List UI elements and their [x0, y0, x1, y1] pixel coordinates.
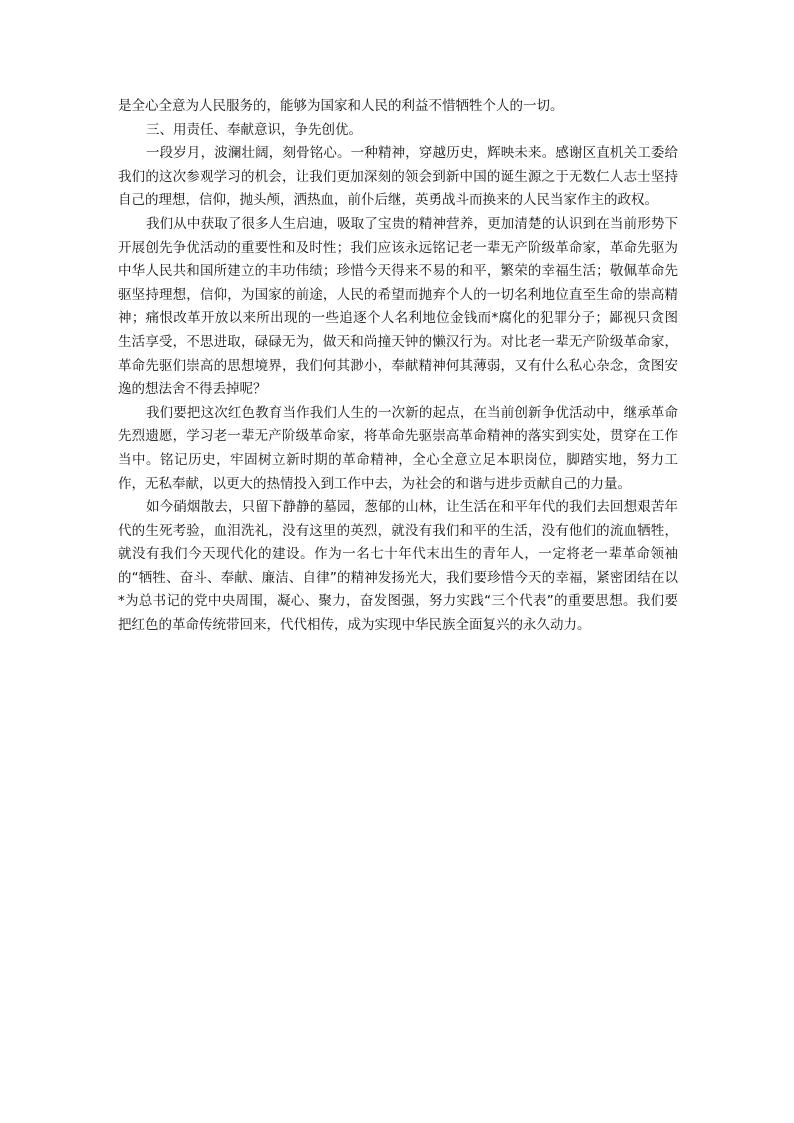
- paragraph-conclusion: 如今硝烟散去，只留下静静的墓园，葱郁的山林，让生活在和平年代的我们去回想艰苦年代的生死考验，血泪洗礼，没有这里的英烈，就没有我们和平的生活，没有他们的流血牺牲，就没有我们今天现代化的建设。作为一名七十年代末出生的青年人，一定将老一辈革命领袖的“牺牲、奋斗、奉献、廉洁、自律”的精神发扬光大，我们要珍惜今天的幸福，紧密团结在以*为总书记的党中央周围，凝心、聚力，奋发图强，努力实践“三个代表”的重要思想。我们要把红色的革命传统带回来，代代相传，成为实现中华民族全面复兴的永久动力。: [118, 499, 678, 634]
- paragraph-continuation: 是全心全意为人民服务的，能够为国家和人民的利益不惜牺牲个人的一切。: [118, 98, 564, 114]
- paragraph-history: 一段岁月，波澜壮阔，刻骨铭心。一种精神，穿越历史，辉映未来。感谢区直机关工委给我们的这次参观学习的机会，让我们更加深刻的领会到新中国的诞生源之于无数仁人志士坚持自己的理想，信仰，抛头颅，洒热血，前仆后继，英勇战斗而换来的人民当家作主的政权。: [118, 145, 678, 209]
- document-body: [118, 95, 678, 638]
- paragraph-inspiration: 我们从中获取了很多人生启迪，吸取了宝贵的精神营养，更加清楚的认识到在当前形势下开展创先争优活动的重要性和及时性；我们应该永远铭记老一辈无产阶级革命家，革命先驱为中华人民共和国所建立的丰功伟绩；珍惜今天得来不易的和平，繁荣的幸福生活；敬佩革命先驱坚持理想，信仰，为国家的前途，人民的希望而抛弃个人的一切名利地位直至生命的崇高精神；痛恨改革开放以来所出现的一些追逐个人名利地位金钱而*腐化的犯罪分子；鄙视只贪图生活享受，不思进取，碌碌无为，做天和尚撞天钟的懒汉行为。对比老一辈无产阶级革命家，革命先驱们崇高的思想境界，我们何其渺小，奉献精神何其薄弱，又有什么私心杂念，贪图安逸的想法舍不得丢掉呢？: [118, 215, 678, 398]
- section-heading: 三、用责任、奉献意识，争先创优。: [146, 121, 362, 138]
- paragraph-red-education: 我们要把这次红色教育当作我们人生的一次新的起点，在当前创新争优活动中，继承革命先烈遗愿，学习老一辈无产阶级革命家，将革命先驱崇高革命精神的落实到实处，贯穿在工作当中。铭记历史，牢固树立新时期的革命精神，全心全意立足本职岗位，脚踏实地，努力工作，无私奉献，以更大的热情投入到工作中去，为社会的和谐与进步贡献自己的力量。: [118, 404, 678, 492]
